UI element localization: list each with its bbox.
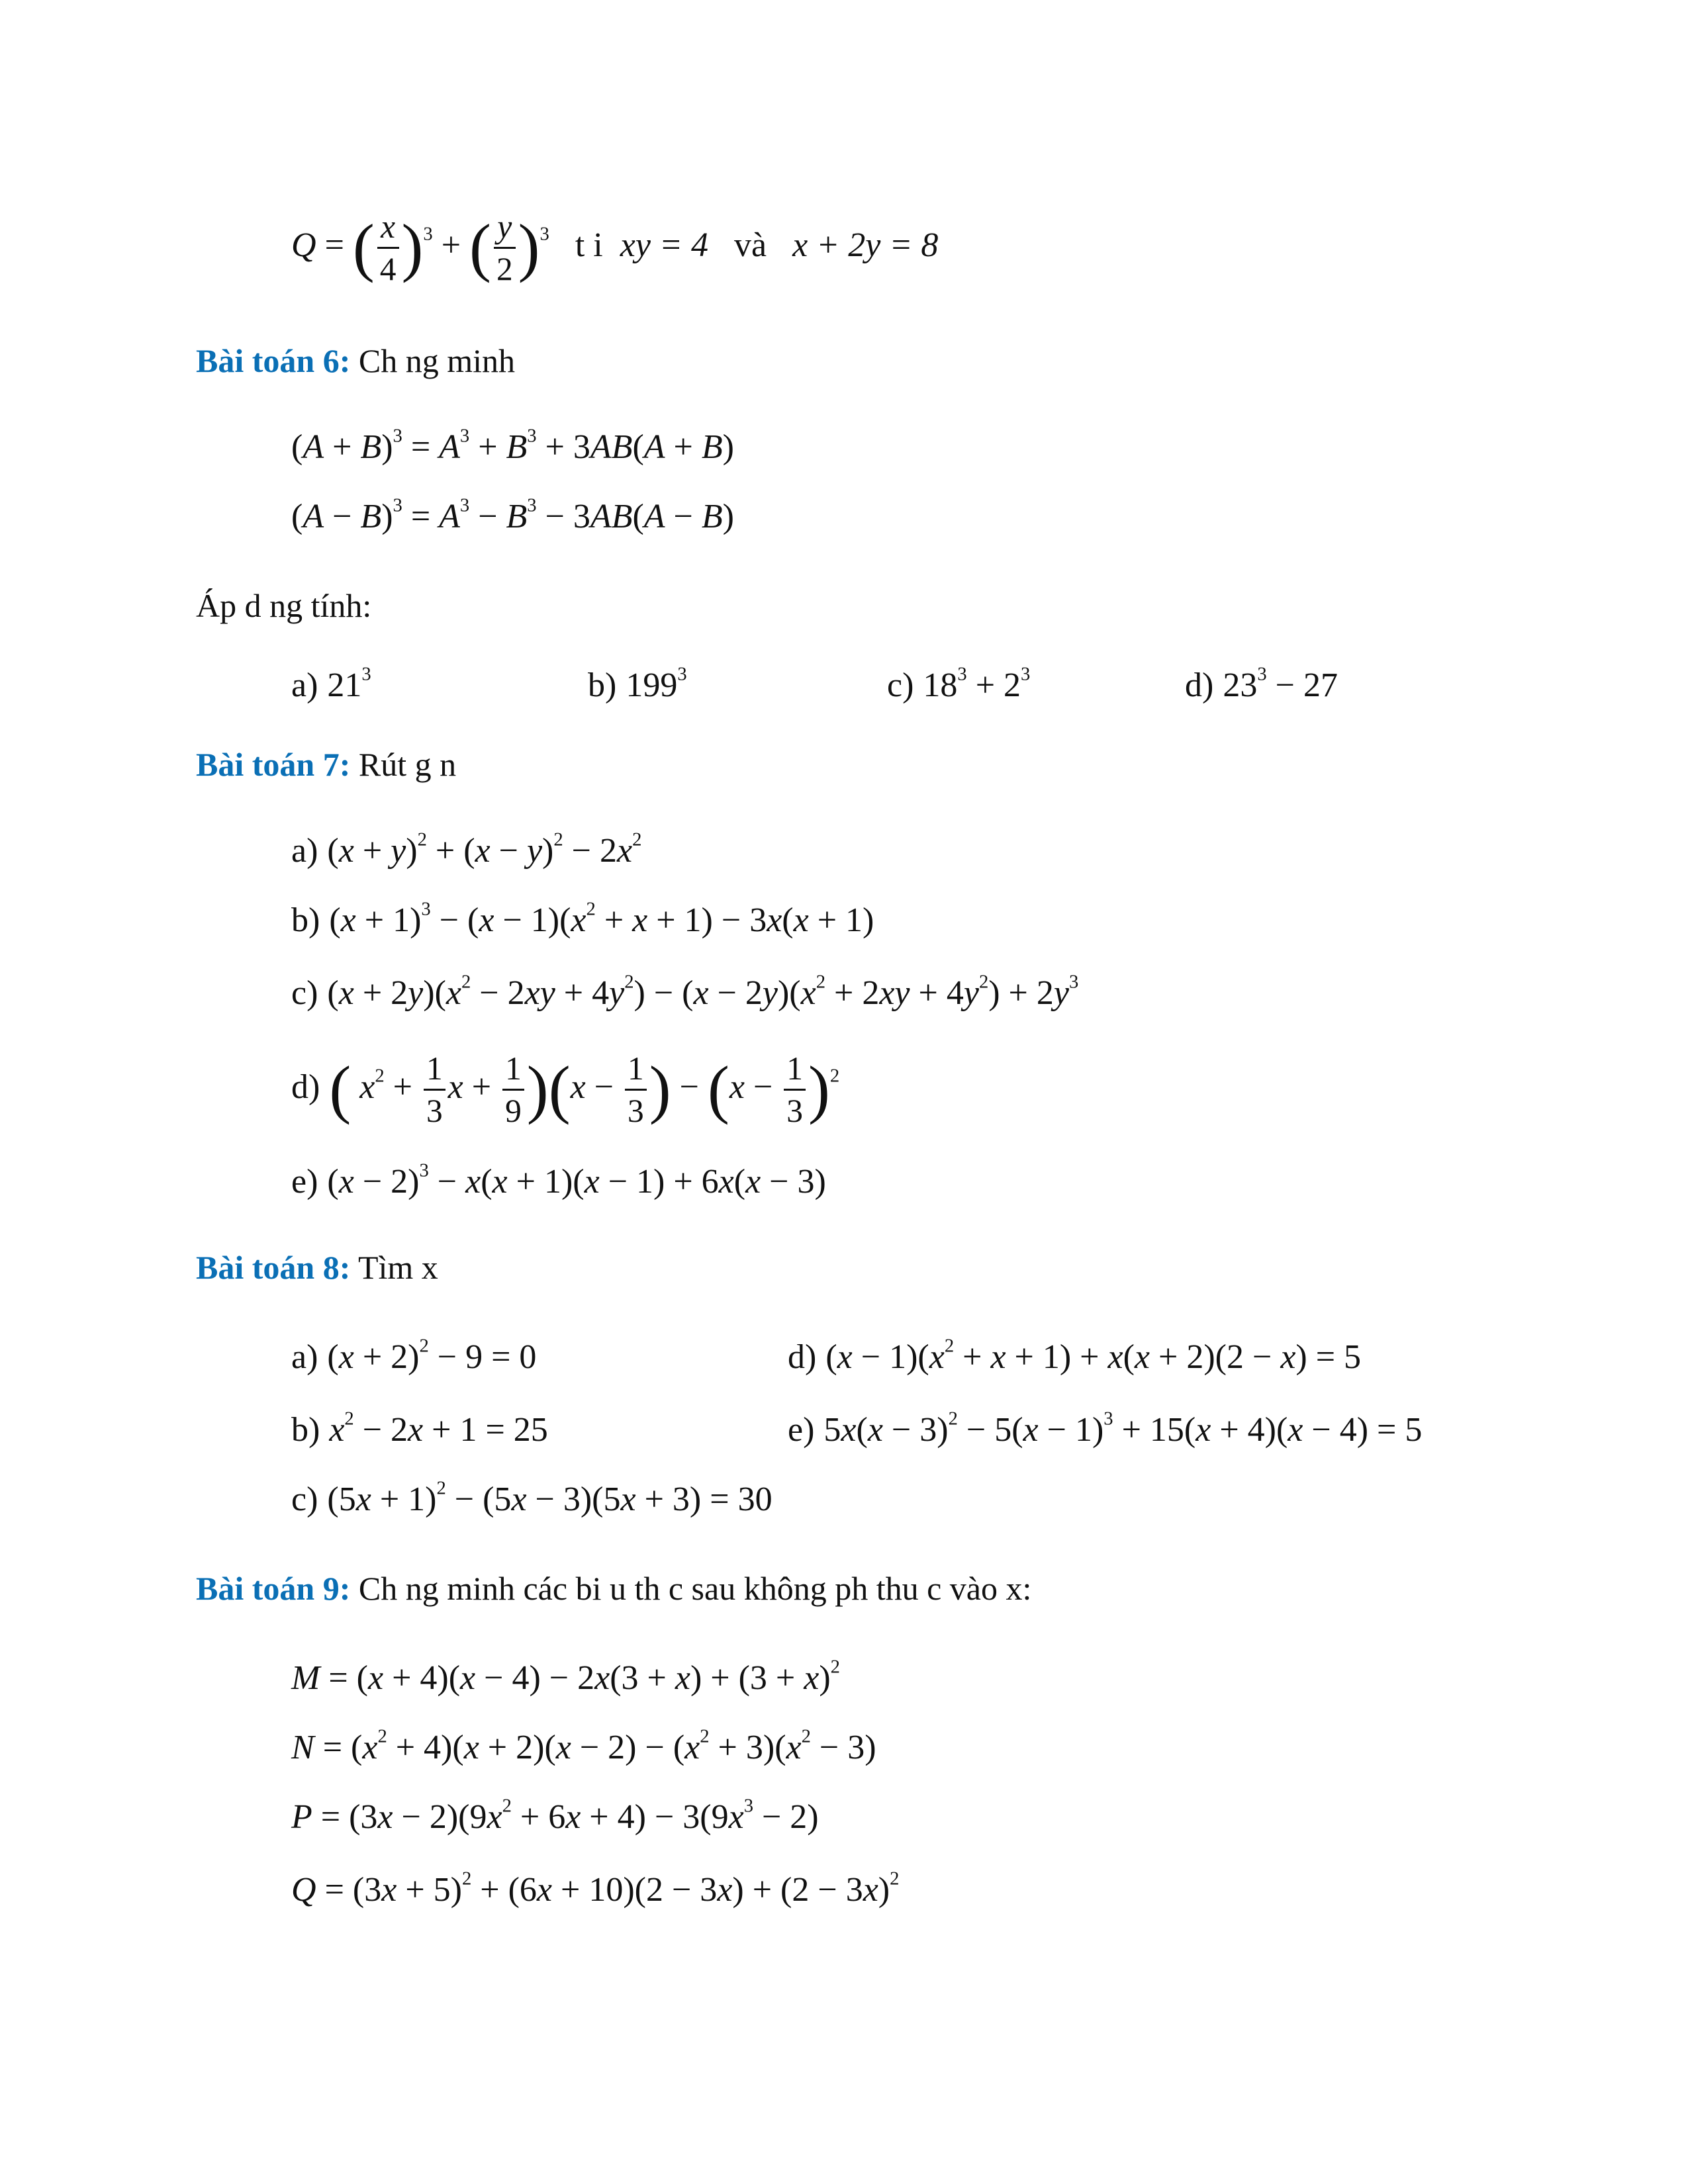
problem7-text: Rút g n bbox=[358, 746, 457, 783]
problem8-text: Tìm x bbox=[357, 1249, 438, 1286]
problem9-title: Bài toán 9: bbox=[196, 1570, 351, 1607]
problem6-text: Ch ng minh bbox=[358, 342, 515, 379]
p9-expression-q: $Q = (3x + 5)^2 + (6x + 10)(2 - 3x) + (2 - 3x)^2$ bbox=[291, 1868, 900, 1909]
q-expression: Q = ( $\frac{x}{4}$ )$^3$ + ( $\frac{y}{2}$ )$^3$ t i xy = 4 và x + 2y = 8 bbox=[291, 208, 939, 288]
apply-item-c: c) $18^3 + 2^3$ bbox=[887, 664, 1031, 704]
p8-item-e: e) $5x(x - 3)^2 - 5(x - 1)^3 + 15(x + 4)(x - 4) = 5$ bbox=[788, 1408, 1423, 1449]
p8-item-d: d) $(x - 1)(x^2 + x + 1) + x(x + 2)(2 - x) = 5$ bbox=[788, 1336, 1362, 1376]
p9-expression-n: $N = (x^2 + 4)(x + 2)(x - 2) - (x^2 + 3)(x^2 - 3)$ bbox=[291, 1726, 876, 1766]
p7-item-a: a) $(x + y)^2 + (x - y)^2 - 2x^2$ bbox=[291, 829, 642, 870]
fraction-y-over-2: $\frac{y}{2}$ bbox=[494, 210, 516, 286]
apply-item-d: d) $23^3 - 27$ bbox=[1185, 664, 1338, 704]
q-condition-1: xy = 4 bbox=[620, 226, 708, 264]
problem8-heading bbox=[196, 1251, 438, 1284]
problem6-title: Bài toán 6: bbox=[196, 342, 351, 379]
apply-heading: Áp d ng tính: bbox=[196, 587, 372, 624]
fraction-x-over-4: $\frac{x}{4}$ bbox=[377, 210, 399, 286]
q-condition-2: x + 2y = 8 bbox=[792, 226, 939, 264]
problem8-title: Bài toán 8: bbox=[196, 1249, 351, 1286]
problem9-text: Ch ng minh các bi u th c sau không ph thu c vào x: bbox=[358, 1570, 1032, 1607]
p7-item-b: b) $(x + 1)^3 - (x - 1)(x^2 + x + 1) - 3x(x + 1)$ bbox=[291, 899, 874, 939]
p8-item-a: a) $(x + 2)^2 - 9 = 0$ bbox=[291, 1336, 537, 1376]
problem9-heading bbox=[196, 1572, 1031, 1605]
q-tai-word: t i bbox=[575, 226, 603, 264]
identity-cube-difference: $(A - B)^3 = A^3 - B^3 - 3AB(A - B)$ bbox=[291, 495, 734, 535]
p7-item-d: d) ( $x^2$ + $\frac{1}{3}$ x + $\frac{1}{9}$ )(x − $\frac{1}{3}$ ) − (x − $\frac{1}{3}$ )$^2$ bbox=[291, 1050, 840, 1130]
q-va-word: và bbox=[734, 226, 767, 264]
p8-item-b: b) $x^2 - 2x + 1 = 25$ bbox=[291, 1408, 548, 1449]
p9-expression-p: $P = (3x - 2)(9x^2 + 6x + 4) - 3(9x^3 - 2)$ bbox=[291, 1796, 819, 1836]
p7-item-c: c) $(x + 2y)(x^2 - 2xy + 4y^2) - (x - 2y)(x^2 + 2xy + 4y^2) + 2y^3$ bbox=[291, 972, 1079, 1012]
problem6-heading bbox=[196, 344, 515, 377]
identity-cube-sum: $(A + B)^3 = A^3 + B^3 + 3AB(A + B)$ bbox=[291, 426, 734, 466]
p7-item-e: e) $(x - 2)^3 - x(x + 1)(x - 1) + 6x(x - 3)$ bbox=[291, 1160, 826, 1201]
problem7-heading bbox=[196, 748, 456, 781]
problem7-title: Bài toán 7: bbox=[196, 746, 351, 783]
apply-item-b: b) $199^3$ bbox=[588, 664, 687, 704]
p8-item-c: c) $(5x + 1)^2 - (5x - 3)(5x + 3) = 30$ bbox=[291, 1478, 773, 1518]
apply-item-a: a) $21^3$ bbox=[291, 664, 371, 704]
p9-expression-m: $M = (x + 4)(x - 4) - 2x(3 + x) + (3 + x)^2$ bbox=[291, 1657, 840, 1697]
